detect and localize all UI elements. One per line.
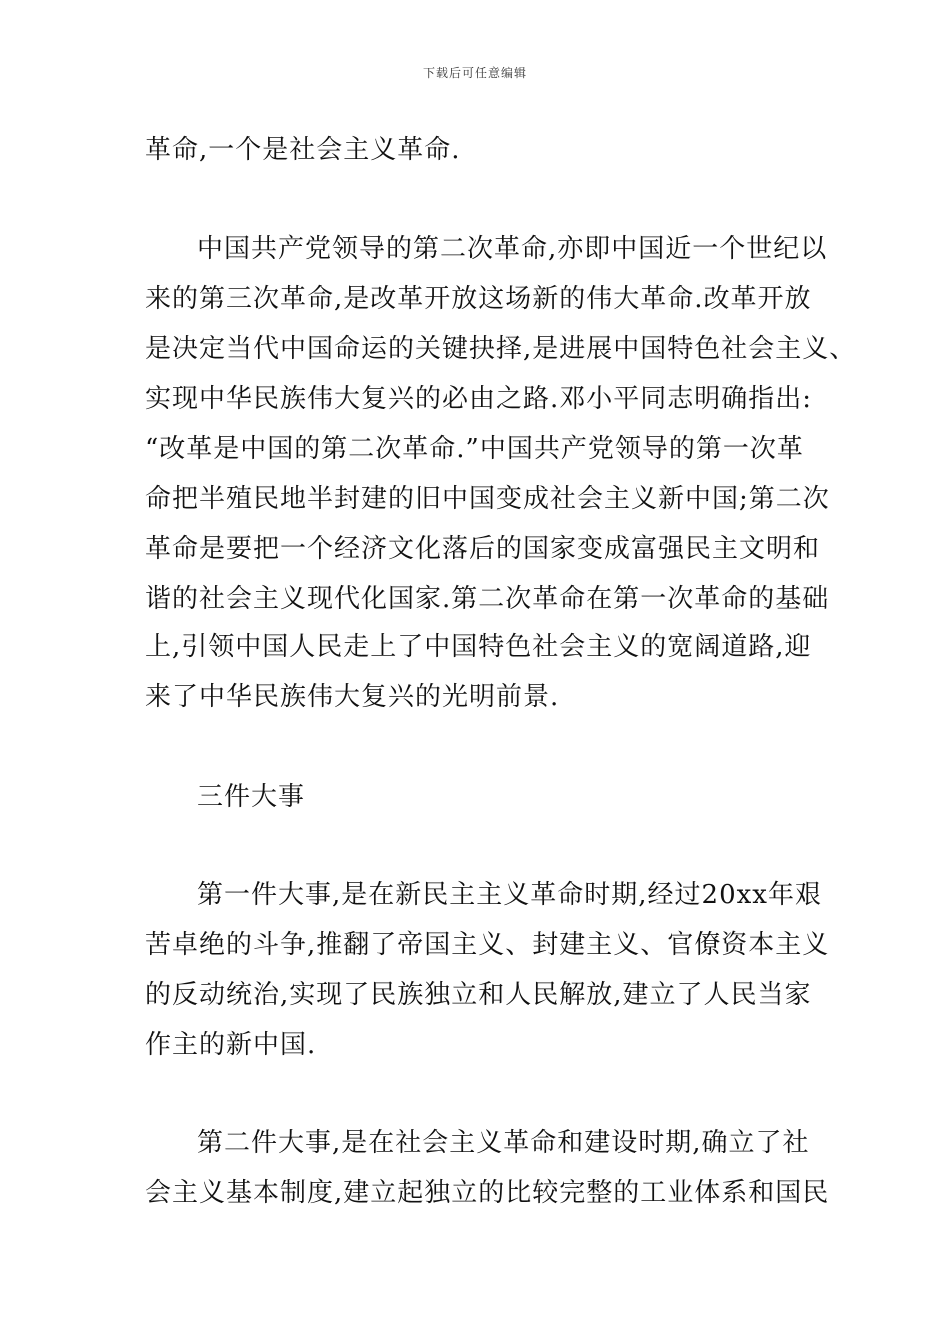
text-line: 革命是要把一个经济文化落后的国家变成富强民主文明和 <box>145 534 821 564</box>
text-line: 革命,一个是社会主义革命. <box>145 135 461 165</box>
text-line: 来了中华民族伟大复兴的光明前景. <box>145 682 560 712</box>
text-line: 谐的社会主义现代化国家.第二次革命在第一次革命的基础 <box>145 584 830 614</box>
text-line: 会主义基本制度,建立起独立的比较完整的工业体系和国民 <box>145 1178 830 1208</box>
section-heading: 三件大事 <box>197 782 306 812</box>
text-line: 作主的新中国. <box>145 1030 317 1060</box>
text-line: 苦卓绝的斗争,推翻了帝国主义、封建主义、官僚资本主义 <box>145 930 830 960</box>
text-line: 来的第三次革命,是改革开放这场新的伟大革命.改革开放 <box>145 284 812 314</box>
text-line: “改革是中国的第二次革命.”中国共产党领导的第一次革 <box>145 434 804 464</box>
page-header: 下载后可任意编辑 <box>422 66 527 80</box>
text-line: 第二件大事,是在社会主义革命和建设时期,确立了社 <box>197 1128 810 1158</box>
text-line: 的反动统治,实现了民族独立和人民解放,建立了人民当家 <box>145 980 812 1010</box>
text-line: 中国共产党领导的第二次革命,亦即中国近一个世纪以 <box>197 234 828 264</box>
text-line: 是决定当代中国命运的关键抉择,是进展中国特色社会主义、 <box>145 334 857 364</box>
text-line: 实现中华民族伟大复兴的必由之路.邓小平同志明确指出: <box>145 384 813 414</box>
text-line: 命把半殖民地半封建的旧中国变成社会主义新中国;第二次 <box>145 484 830 514</box>
text-line: 第一件大事,是在新民主主义革命时期,经过20xx年艰 <box>197 880 822 910</box>
text-line: 上,引领中国人民走上了中国特色社会主义的宽阔道路,迎 <box>145 632 812 662</box>
